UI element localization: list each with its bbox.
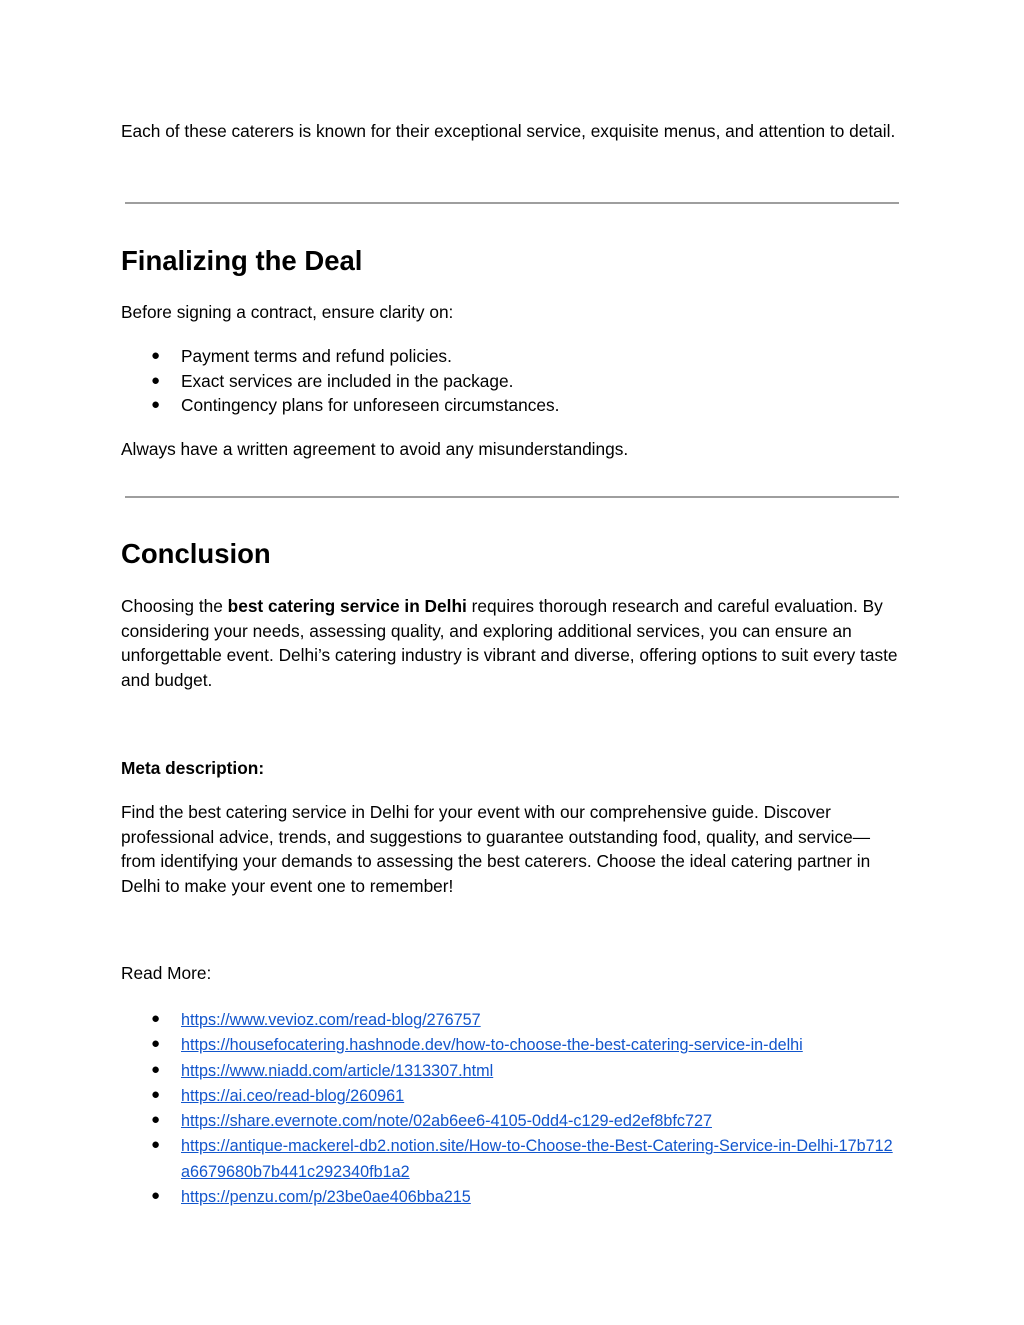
section-heading-conclusion: Conclusion (121, 538, 271, 569)
list-item (121, 393, 899, 418)
bullet-icon: ● (151, 1111, 161, 1129)
list-item (121, 1007, 899, 1032)
list-item (121, 1032, 899, 1057)
read-more-link-2[interactable]: https://housefocatering.hashnode.dev/how-to-choose-the-best-catering-service-in-delhi (181, 1036, 803, 1055)
read-more-link-5[interactable]: https://share.evernote.com/note/02ab6ee6-4105-0dd4-c129-ed2ef8bfc727 (181, 1112, 712, 1131)
bullet-icon: ● (151, 1060, 161, 1078)
list-item (121, 344, 899, 369)
read-more-link-6[interactable]: https://antique-mackerel-db2.notion.site/How-to-Choose-the-Best-Catering-Service-in-Delhi-17b712a6679680b7b441c292340fb1a2 (181, 1137, 893, 1181)
bullet-icon: ● (151, 371, 161, 389)
list-item-text: Exact services are included in the package. (181, 370, 514, 391)
list-item-text: Contingency plans for unforeseen circumstances. (181, 395, 560, 415)
list-item-text: Payment terms and refund policies. (181, 346, 452, 366)
finalizing-bullet-list (121, 344, 899, 418)
bullet-icon: ● (151, 347, 161, 364)
read-more-link-3[interactable]: https://www.niadd.com/article/1313307.html (181, 1061, 494, 1080)
bullet-icon: ● (151, 1187, 161, 1205)
read-more-link-7[interactable]: https://penzu.com/p/23be0ae406bba215 (181, 1188, 471, 1207)
conclusion-text-start: Choosing the (121, 596, 228, 616)
list-item (121, 1083, 899, 1108)
finalizing-closing-paragraph: Always have a written agreement to avoid any misunderstandings. (121, 439, 629, 459)
bullet-icon: ● (151, 396, 161, 413)
read-more-link-list (121, 1007, 899, 1209)
list-item (121, 1184, 899, 1209)
meta-description-text: Find the best catering service in Delhi for your event with our comprehensive guide. Discover professional advice, trends, and suggestions to guarantee outstanding food, quality, and service—from identifying your demands to assessing the best caterers. Choose the ideal catering partner in Delhi to make your event one to remember! (121, 802, 871, 896)
read-more-link-1[interactable]: https://www.vevioz.com/read-blog/276757 (181, 1011, 481, 1029)
bullet-icon: ● (151, 1085, 161, 1103)
conclusion-bold-keyword: best catering service in Delhi (227, 596, 467, 616)
horizontal-divider (125, 496, 899, 498)
bullet-icon: ● (151, 1035, 161, 1053)
finalizing-lead-paragraph: Before signing a contract, ensure clarity on: (121, 302, 454, 322)
section-heading-finalizing: Finalizing the Deal (121, 245, 363, 276)
list-item (121, 1108, 899, 1133)
horizontal-divider (125, 202, 899, 204)
bullet-icon: ● (151, 1136, 161, 1154)
read-more-link-4[interactable]: https://ai.ceo/read-blog/260961 (181, 1086, 405, 1105)
intro-paragraph: Each of these caterers is known for their exceptional service, exquisite menus, and attention to detail. (121, 121, 896, 141)
conclusion-paragraph (121, 594, 899, 692)
list-item (121, 1133, 899, 1184)
conclusion-text-end: requires thorough research and careful evaluation. By considering your needs, assessing quality, and exploring additional services, you can ensure an unforgettable event. Delhi’s catering industry is vibrant and diverse, offering options to suit every taste and budget. (121, 596, 898, 690)
bullet-icon: ● (151, 1010, 161, 1027)
meta-description-label: Meta description: (121, 758, 265, 778)
list-item (121, 1058, 899, 1083)
read-more-label: Read More: (121, 963, 212, 983)
list-item (121, 369, 899, 394)
